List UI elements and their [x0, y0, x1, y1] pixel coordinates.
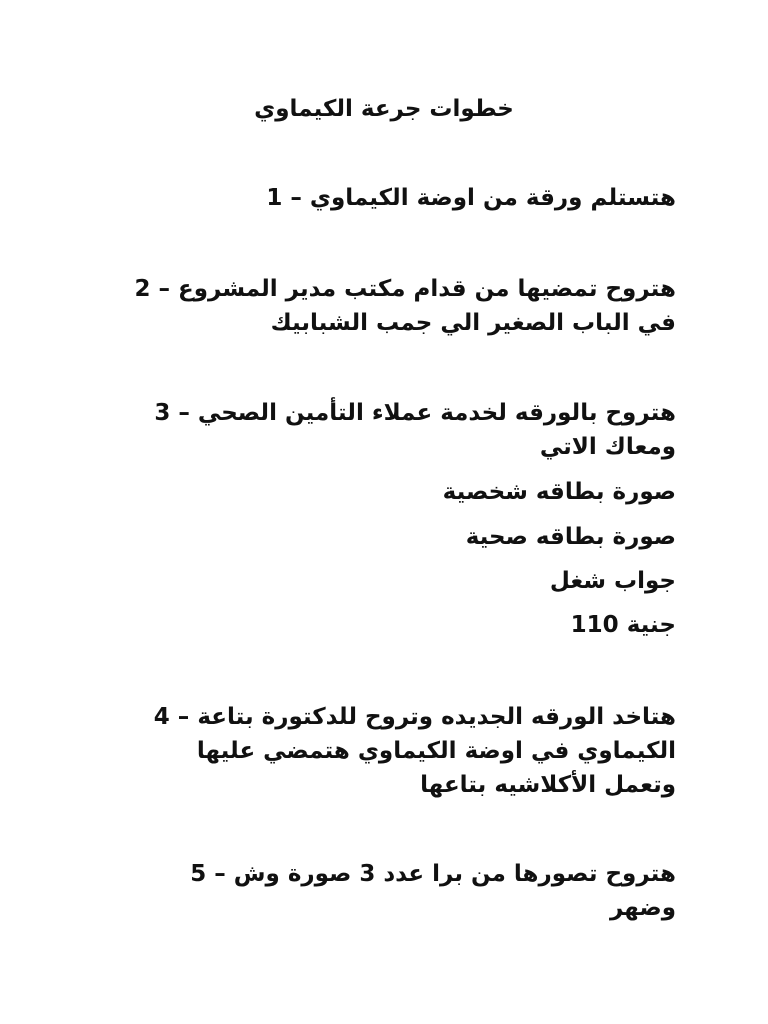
step-5 — [76, 857, 676, 925]
step-4-line-3: وتعمل الأكلاشيه بتاعها — [420, 772, 676, 798]
requirement-item — [76, 475, 676, 509]
step-1-text: هتستلم ورقة من اوضة الكيماوي — [309, 185, 676, 211]
step-2-number: 2 — [134, 276, 151, 302]
step-5-line-1: هتروح تصورها من برا عدد 3 صورة وش – 5 — [190, 861, 676, 887]
step-2 — [76, 272, 676, 340]
step-1-number: 1 — [266, 185, 283, 211]
step-4-line-2: الكيماوي في اوضة الكيماوي هتمضي عليها — [196, 738, 676, 764]
step-3-line-1: هتروح بالورقه لخدمة عملاء التأمين الصحي – 3 — [154, 400, 676, 426]
requirement-item — [76, 564, 676, 598]
step-3 — [76, 396, 676, 464]
step-5-number: 5 — [190, 861, 207, 887]
step-1 — [76, 181, 676, 215]
requirement-work-letter: جواب شغل — [549, 568, 676, 594]
requirement-item — [76, 520, 676, 554]
step-3-text: هتروح بالورقه لخدمة عملاء التأمين الصحي — [197, 400, 676, 426]
step-2-line-2: في الباب الصغير الي جمب الشبابيك — [270, 310, 676, 336]
requirement-fee: جنية 110 — [570, 612, 676, 638]
document-title: خطوات جرعة الكيماوي — [254, 96, 514, 122]
step-4-text: هتاخد الورقه الجديده وتروح للدكتورة بتاعة — [197, 704, 676, 730]
step-2-text: هتروح تمضيها من قدام مكتب مدير المشروع — [178, 276, 676, 302]
step-3-number: 3 — [154, 400, 171, 426]
step-2-line-1: هتروح تمضيها من قدام مكتب مدير المشروع – 2 — [134, 276, 676, 302]
requirement-item — [76, 608, 676, 642]
step-5-text: هتروح تصورها من برا عدد 3 صورة وش — [233, 861, 676, 887]
step-4 — [76, 700, 676, 802]
step-1-line-1: هتستلم ورقة من اوضة الكيماوي – 1 — [266, 185, 676, 211]
step-3-line-2: ومعاك الاتي — [539, 434, 676, 460]
requirement-health-card: صورة بطاقه صحية — [465, 524, 676, 550]
step-4-number: 4 — [153, 704, 170, 730]
step-4-line-1: هتاخد الورقه الجديده وتروح للدكتورة بتاعة – 4 — [153, 704, 676, 730]
step-5-line-2: وضهر — [609, 895, 676, 921]
requirement-id-card: صورة بطاقه شخصية — [442, 479, 676, 505]
